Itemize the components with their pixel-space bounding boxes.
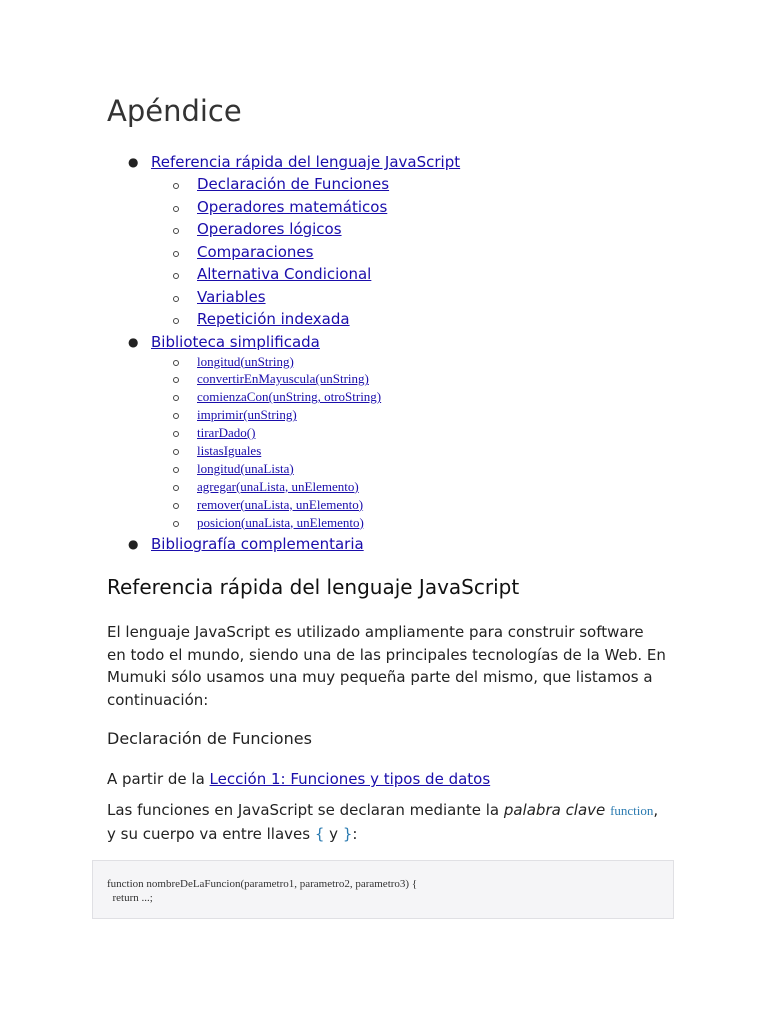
table-of-contents xyxy=(0,151,768,555)
keyword-function: function xyxy=(610,803,654,818)
toc-subitem xyxy=(0,173,768,196)
toc-sublink[interactable]: listasIguales xyxy=(197,442,262,458)
toc-sublink[interactable]: Repetición indexada xyxy=(197,310,350,328)
toc-sublink[interactable]: longitud(unString) xyxy=(197,353,294,369)
brace-close: } xyxy=(342,824,353,843)
code-text: function nombreDeLaFuncion(parametro1, parametro2, parametro3) { return ...; xyxy=(107,878,418,904)
circle-bullet-icon xyxy=(173,228,179,234)
toc-sublink[interactable]: Comparaciones xyxy=(197,242,314,261)
circle-bullet-icon xyxy=(173,360,179,366)
toc-sublink[interactable]: agregar(unaLista, unElemento) xyxy=(197,478,359,494)
circle-bullet-icon xyxy=(173,485,179,491)
circle-bullet-icon xyxy=(173,377,179,383)
emphasis-text: palabra clave xyxy=(503,801,606,819)
declaration-paragraph xyxy=(107,799,667,845)
circle-bullet-icon xyxy=(173,296,179,302)
page-title: Apéndice xyxy=(107,94,242,128)
circle-bullet-icon xyxy=(173,206,179,212)
toc-sublink[interactable]: tirarDado() xyxy=(197,425,256,441)
toc-subitem xyxy=(0,196,768,219)
circle-bullet-icon xyxy=(173,521,179,527)
circle-bullet-icon xyxy=(173,273,179,279)
toc-item xyxy=(0,151,768,173)
circle-bullet-icon xyxy=(173,318,179,324)
bullet-icon: ● xyxy=(128,537,139,552)
toc-subitem xyxy=(0,388,768,406)
toc-subitem xyxy=(0,353,768,371)
declaration-text: Las funciones en JavaScript se declaran mediante la xyxy=(107,801,504,819)
toc-subitem xyxy=(0,370,768,388)
toc-subitem xyxy=(0,263,768,286)
bullet-icon: ● xyxy=(128,334,139,349)
circle-bullet-icon xyxy=(173,413,179,419)
lesson-reference xyxy=(107,770,490,788)
toc-sublink[interactable]: Alternativa Condicional xyxy=(197,265,372,283)
toc-link[interactable]: Referencia rápida del lenguaje JavaScript xyxy=(151,153,461,171)
circle-bullet-icon xyxy=(173,467,179,473)
toc-subitem xyxy=(0,218,768,241)
declaration-text: , y su cuerpo va entre llaves xyxy=(107,801,659,843)
toc-subitem xyxy=(0,460,768,478)
toc-sublink[interactable]: Operadores lógicos xyxy=(197,220,342,238)
circle-bullet-icon xyxy=(173,183,179,189)
lesson-link[interactable]: Lección 1: Funciones y tipos de datos xyxy=(209,770,491,788)
toc-sublink[interactable]: Variables xyxy=(197,287,266,306)
brace-open: { xyxy=(314,824,325,843)
toc-link[interactable]: Biblioteca simplificada xyxy=(151,332,320,351)
toc-subitem xyxy=(0,241,768,264)
toc-subitem xyxy=(0,286,768,309)
conjunction-text: y xyxy=(324,824,343,843)
circle-bullet-icon xyxy=(173,431,179,437)
toc-item xyxy=(0,331,768,353)
section-heading: Referencia rápida del lenguaje JavaScript xyxy=(107,575,520,599)
circle-bullet-icon xyxy=(173,503,179,509)
toc-item xyxy=(0,533,768,555)
toc-subitem xyxy=(0,478,768,496)
toc-subitem xyxy=(0,308,768,331)
lesson-prefix: A partir de la xyxy=(107,770,210,788)
toc-subitem xyxy=(0,424,768,442)
toc-subitem xyxy=(0,496,768,514)
toc-sublink[interactable]: comienzaCon(unString, otroString) xyxy=(197,389,382,405)
circle-bullet-icon xyxy=(173,449,179,455)
bullet-icon: ● xyxy=(128,155,139,169)
toc-sublink[interactable]: longitud(unaLista) xyxy=(197,460,294,476)
toc-sublink[interactable]: posicion(unaLista, unElemento) xyxy=(197,514,364,530)
toc-sublink[interactable]: remover(unaLista, unElemento) xyxy=(197,496,364,512)
toc-sublink[interactable]: Operadores matemáticos xyxy=(197,197,388,216)
intro-paragraph: El lenguaje JavaScript es utilizado ampliamente para construir software en todo el mundo, siendo una de las principales tecnologías de la Web. En Mumuki sólo usamos una muy pequeña parte del mismo, que listamos a continuación: xyxy=(107,623,666,709)
toc-sublink[interactable]: imprimir(unString) xyxy=(197,407,297,423)
toc-link[interactable]: Bibliografía complementaria xyxy=(151,535,364,554)
subsection-heading: Declaración de Funciones xyxy=(107,729,312,748)
code-block xyxy=(92,860,674,919)
toc-sublink[interactable]: Declaración de Funciones xyxy=(197,175,390,193)
circle-bullet-icon xyxy=(173,251,179,257)
toc-sublink[interactable]: convertirEnMayuscula(unString) xyxy=(197,371,369,387)
circle-bullet-icon xyxy=(173,395,179,401)
toc-subitem xyxy=(0,514,768,532)
toc-subitem xyxy=(0,406,768,424)
colon-text: : xyxy=(352,824,358,843)
toc-subitem xyxy=(0,442,768,460)
